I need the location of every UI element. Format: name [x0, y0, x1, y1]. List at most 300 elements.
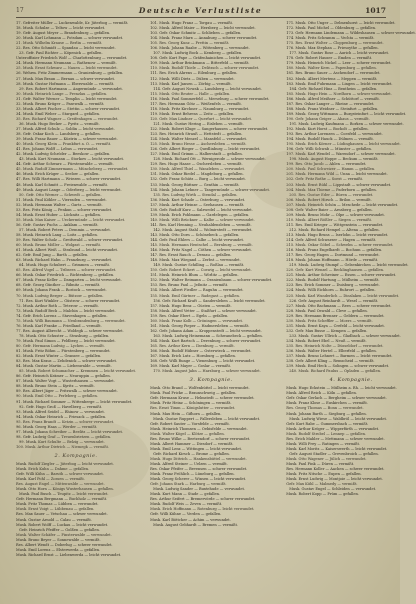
list-entry: 151. Musk. Heinrich Blum — Wörlitz — gefallen.	[150, 273, 239, 278]
list-entry: 158. Musk. Alfred Vetter — Staßfurt — schwer verwundet.	[150, 308, 257, 313]
list-entry: 66. Musk. Oskar Friedrich — Richtenberg — gefallen.	[16, 273, 115, 278]
list-entry: Musk. Emil Lorenz — Elsterwerda — gefallen.	[16, 547, 101, 552]
list-entry: 182. Musk. Albert Mertens — Meppen — vermißt.	[286, 76, 378, 81]
list-entry: Gefr. Willi Kühne — Verden — gefallen.	[150, 512, 222, 517]
list-entry: 68. Gefr. Georg Günther — Ribnitz — vermißt.	[16, 283, 101, 288]
list-entry: 88. Musk. Bruno Stein — Kyritz — vermißt.	[16, 384, 95, 389]
list-entry: Musk. Robert Kopp — Prüm — gefallen.	[286, 492, 359, 497]
list-entry: 62. Gefr. Emil Jung — Barth — gefallen.	[16, 253, 89, 258]
list-entry: 17. Gefreiter Müller — Luckenwalde, Kr. Jüterbog — vermißt.	[16, 21, 129, 25]
list-entry: Musk. Erich Hoffmann — Rotenburg — leicht verwundet.	[150, 507, 255, 512]
list-entry: Musk. Walter Schäfer — Finsterwalde — verwundet.	[16, 532, 112, 537]
list-entry: 198. Musk. August Hoppe — Beckum — vermißt.	[289, 157, 379, 162]
list-entry: 167. Musk. Erich Lutz — Hornburg — gefallen.	[150, 354, 237, 359]
list-entry: 111. Res. Erich Ahrens — Eilenburg — gefallen.	[150, 71, 238, 76]
list-entry: 125. Musk. Bruno Hesse — Aschersleben — vermißt.	[150, 142, 247, 147]
list-entry: 46. Musk. Erich Krüger — Seelow — gefallen.	[16, 172, 100, 177]
list-entry: 108. Gefr. Kurt Pape — Gräfenhainichen — leicht verwundet.	[150, 56, 262, 61]
list-entry: 24. Musk. Hermann Neumann — Rathenow — vermißt.	[16, 61, 117, 66]
entry-list	[150, 386, 272, 527]
list-entry: 116. Musk. Paul Sommerfeld — Merseburg — schwer verwundet.	[150, 96, 270, 101]
list-entry: 172. Musk. Paul Michel — Oldenburg — gefallen.	[286, 26, 377, 31]
list-entry: 155. Musk. Emil Gärtner — Radegast — gefallen.	[150, 293, 240, 298]
list-entry: 28. Musk. Gustav Hofmann — Eberswalde — vermißt.	[16, 81, 115, 86]
list-entry: 119. Musk. Ernst Behrens — Zeitz — gefallen.	[150, 111, 235, 116]
list-entry: 29. Res. Robert Hartmann — Angermünde — verwundet.	[19, 86, 123, 91]
list-entry: 112. Musk. Willi Dietz — Düben — verwundet.	[150, 76, 235, 81]
list-entry: 100. Musk. Arthur Dietrich — Niemegk — vermißt.	[16, 444, 110, 449]
entry-list	[16, 21, 136, 450]
list-entry: Musk. Otto Wagener — Jülich — verwundet.	[286, 456, 367, 461]
list-entry: Musk. Paul Fink — Düren — vermißt.	[286, 461, 355, 466]
list-entry: 207. Musk. Heinrich Schön — Meschede — leicht verwundet.	[286, 202, 399, 207]
list-entry: 49. Musk. August Lange — Oderberg — leicht verwundet.	[16, 187, 122, 192]
list-entry: Musk. Otto Horn — Königs Wusterhausen — gefallen.	[16, 487, 114, 492]
list-entry: 206. Musk. Robert Hirsch — Brilon — vermißt.	[286, 197, 372, 202]
list-entry: 137. Musk. Arthur Heinze — Seehausen — vermißt.	[150, 202, 245, 207]
list-entry: Musk. Heinrich Thomsen — Oebisfelde — verwundet.	[150, 426, 248, 431]
list-entry: 127. Musk. Emil Grimm — Halberstadt — gefallen.	[150, 152, 243, 157]
list-entry: Gefr. Robert Sauter — Vorsfelde — vermißt.	[150, 421, 231, 426]
list-entry: Musk. Erich Kuhn — Dahme — gefallen.	[16, 467, 90, 472]
list-entry: 163. Musk. Ludwig Heinemann — Schwanebeck — gefallen.	[153, 333, 263, 338]
list-entry: 124. Musk. Walter Menzel — Mansfeld — verwundet.	[150, 137, 248, 142]
list-entry: 237. Musk. Bruno Lehnert — Barmen — leicht verwundet.	[286, 354, 393, 359]
list-entry: 174. Musk. Fritz Schramm — Vechta — vermißt.	[286, 36, 375, 41]
list-entry: 200. Musk. Paul Schweizer — Hamm — gefallen.	[286, 167, 376, 172]
list-entry: 53. Res. Fritz König — Penkun — schwer verwundet.	[16, 207, 113, 212]
list-entry: Musk. Gustav Arnold — Calau — vermißt.	[16, 517, 93, 522]
list-entry: 216. Musk. Franz Engelhardt — Bochum — gefallen.	[286, 248, 383, 253]
list-entry: Gefr. Heinrich Pfeiffer — Golßen — gefallen.	[19, 527, 100, 532]
list-entry: Musk. Fritz Thomas — Lübben — verwundet.	[16, 502, 99, 507]
list-entry: 129. Res. Hugo Haase — Oschersleben — vermißt.	[150, 162, 243, 167]
list-entry: 72. Musk. Arthur Roth — Teterow — vermißt.	[16, 303, 99, 308]
list-entry: 32. Musk. Bruno Krüger — Pasewalk — vermißt.	[16, 101, 105, 106]
list-entry: 98. Gefr. Ludwig Graf — Treuenbrietzen — gefallen.	[16, 434, 112, 439]
list-entry: 219. Musk. Ludwig Stumpf — Gelsenkirchen — leicht verwundet.	[289, 263, 409, 268]
list-entry: 191. Musk. Ludwig Kaufmann — Borken — schwer verwundet.	[289, 121, 404, 126]
page-header	[16, 4, 386, 16]
list-entry: 196. Gefr. Willi Schwab — Münster — gefallen.	[286, 147, 372, 152]
list-entry: 192. Musk. Kurt Horst — Bocholt — gefallen.	[286, 126, 369, 131]
list-entry: 145. Musk. Hermann Hentschel — Bernburg — vermißt.	[150, 243, 253, 248]
section-heading: 3. Kompagnie.	[189, 377, 233, 384]
list-entry: 223. Res. Erich Sommer — Duisburg — verwundet.	[286, 283, 380, 288]
list-entry: 27. Musk. Max Braun — Bernau — schwer verwundet.	[16, 76, 116, 81]
list-entry: 189. Musk. Georg Wittmann — Burgsteinfurt — leicht verwundet.	[286, 111, 407, 116]
list-entry: 165. Res. Arthur Kern — Ilsenburg — vermißt.	[150, 344, 235, 348]
list-entry: 82. Musk. Ernst Winter — Gransee — gefallen.	[16, 354, 102, 359]
list-entry: Musk. Georg Scherer — Winsen — leicht verwundet.	[150, 477, 247, 482]
list-entry: 142. Musk. August Stahl — Wolmirstedt — verwundet.	[153, 227, 253, 232]
list-entry: 131. Musk. Oskar Riedel — Magdeburg — gefallen.	[150, 172, 244, 177]
entry-list	[16, 462, 136, 558]
header-rule	[16, 17, 386, 18]
list-entry: 218. Musk. Johann Hoffmann — Hörde — vermißt.	[286, 258, 379, 263]
list-entry: Musk. Paul Busch — Teupitz — leicht verwundet.	[19, 492, 109, 497]
list-entry: 85. Musk. Robert Schumacher — Kremmen — leicht verwundet.	[19, 369, 137, 374]
list-entry: 118. Musk. Fritz Kirchner — Naumburg — verwundet.	[150, 106, 250, 111]
list-entry: 23. Gefr. Paul Richter — Köpenick — gefallen.	[19, 51, 103, 56]
list-entry: 184. Gefr. Richard Hinz — Bentheim — gefallen.	[289, 86, 378, 91]
list-entry: 65. Res. Alfred Vogel — Tribsees — schwer verwundet.	[16, 268, 117, 273]
list-entry: Musk. Bruno Beyer — Sonnewalde — vermißt.	[16, 537, 101, 542]
list-entry: 177. Musk. Gustav Rose — Aurich — leicht verwundet.	[289, 51, 390, 56]
list-entry: Gefr. Kurt Rabe — Gummersbach — vermißt.	[286, 421, 369, 426]
list-entry: 143. Musk. Otto Dorn — Schönebeck — gefallen.	[150, 232, 240, 237]
list-entry: 31. Gefr. Walter Werner — Templin — leicht verwundet.	[16, 96, 118, 101]
list-entry: 52. Musk. Hermann Walter — Gartz — vermißt.	[16, 202, 103, 207]
list-entry: 99. Musk. Kurt Schulte — Belzig — verwundet.	[19, 439, 105, 444]
list-entry: 84. Musk. Gustav Martin — Liebenwalde — vermißt.	[16, 364, 112, 369]
list-entry: Gefr. August Stadler — Grevenbroich — gefallen.	[289, 451, 379, 456]
list-entry: 78. Musk. Otto Schuster — Strasburg — gefallen.	[19, 333, 110, 338]
list-entry: 213. Musk. Hugo Bruns — Iserlohn — leicht verwundet.	[286, 232, 389, 237]
list-entry: 234. Musk. Robert Ebel — Neuß — vermißt.	[286, 338, 367, 343]
list-entry: 126. Gefr. Albert Rieger — Quedlinburg — leicht verwundet.	[150, 147, 261, 152]
list-entry: 70. Musk. Ludwig Berger — Bützow — gefallen.	[16, 293, 104, 298]
list-entry: 20. Musk. Karl Lehmann — Potsdam — schwer verwundet.	[16, 36, 124, 41]
column-3	[286, 21, 416, 591]
list-entry: 76. Musk. Karl Franke — Friedland — vermißt.	[16, 323, 102, 328]
list-entry: Musk. Ernst Ludwig — Montjoie — leicht verwundet.	[286, 477, 384, 482]
list-entry: 74. Gefr. Erich Lorenz — Stavenhagen — gefallen.	[16, 313, 108, 318]
list-entry: 166. Musk. Rudolf Hübner — Osterwieck — verwundet.	[150, 349, 252, 354]
list-entry: Musk. Rudolf Strobel — Lennep — gefallen.	[286, 431, 367, 436]
list-entry: Res. Ernst Timm — Königslutter — verwundet.	[150, 406, 236, 411]
list-entry: Musk. Alfred Reich — Köln — gefallen.	[286, 391, 357, 396]
list-entry: 102. Musk. Alfred Maier — Herzberg — leicht verwundet.	[150, 26, 256, 31]
list-entry: 55. Musk. Max Kaiser — Ueckermünde — leicht verwundet.	[16, 217, 126, 222]
list-entry: 80. Gefr. Hermann Ludwig — Lychen — vermißt.	[16, 344, 105, 348]
list-entry: 224. Musk. Willi Eichhorn — Ruhrort — gefallen.	[286, 288, 376, 293]
list-entry: 195. Musk. Erich Körner — Lüdinghausen — leicht verwundet.	[286, 142, 401, 147]
list-entry: 114. Gefr. August Nowak — Landsberg — leicht verwundet.	[153, 86, 262, 91]
list-entry: 61. Musk. Albert Weiß — Stralsund — leicht verwundet.	[16, 248, 119, 253]
list-entry: 228. Musk. Paul Oswald — Cleve — gefallen.	[286, 308, 368, 313]
list-entry: 160. Musk. Franz Kolb — Gröningen — verwundet.	[150, 318, 244, 323]
list-entry: 175. Res. Ernst Wolter — Cloppenburg — verwundet.	[286, 41, 384, 46]
list-entry: 105. Res. Georg Kunz — Prettin — vermißt.	[150, 41, 230, 46]
list-entry: 227. Musk. Otto Bachmann — Rees — schwer verwundet.	[286, 303, 392, 308]
list-entry: Unteroffizier Friedrich Wolf — Charlottenburg — verwundet.	[16, 56, 128, 61]
list-entry: 225. Musk. Karl Wunderlich — Dinslaken — leicht verwundet.	[286, 293, 400, 298]
list-entry: 202. Gefr. Fritz Rothe — Soest — vermißt.	[286, 177, 364, 182]
list-entry: 232. Gefr. Max Busse — Kempen — gefallen.	[286, 328, 368, 333]
list-entry: Musk. Walter Kögel — Klötze — gefallen.	[150, 431, 225, 436]
list-entry: 154. Musk. Albert Fiedler — Raguhn — verwundet.	[150, 288, 244, 293]
list-entry: Res. Bruno Wilke — Beetzendorf — schwer verwundet.	[150, 436, 251, 441]
list-entry: 56. Gefr. Gustav Fuchs — Anklam — vermißt.	[16, 222, 99, 227]
list-entry: 95. Res. Franz Brandt — Ketzin — schwer verwundet.	[16, 419, 115, 424]
list-entry: 148. Musk. Max Wiegand — Zerbst — verwundet.	[150, 258, 241, 263]
list-entry: 153. Res. Bruno Paul — Jeßnitz — vermißt.	[150, 283, 229, 288]
list-entry: 58. Musk. Heinrich Lang — Loitz — gefallen.	[16, 232, 98, 237]
list-entry: Musk. Richard Ernst — Liebenwerda — leicht verwundet.	[16, 552, 122, 557]
list-entry: 176. Musk. Max Stephan — Friesoythe — gefallen.	[286, 46, 379, 51]
list-entry: 64. Musk. Hugo Schubert — Grimmen — vermißt.	[19, 263, 111, 268]
list-entry: 183. Musk. Emil Fuhrmann — Lingen — leicht verwundet.	[286, 81, 393, 86]
section-heading: 2. Kompagnie.	[54, 452, 98, 459]
list-entry: 221. Musk. Arthur Schreiner — Essen — schwer verwundet.	[286, 273, 397, 278]
list-entry: 150. Gefr. Robert Eckert — Coswig — leicht verwundet.	[150, 268, 252, 273]
list-entry: Musk. Max Hein — Gifhorn — gefallen.	[150, 411, 222, 416]
list-entry: 59. Res. Walter Scholz — Greifswald — schwer verwundet.	[16, 238, 124, 243]
list-entry: 170. Musk. August Jahn — Harzburg — schwer verwundet.	[153, 369, 261, 374]
list-entry: 215. Musk. Oskar Göbel — Schwelm — schwer verwundet.	[286, 243, 394, 248]
list-entry: 51. Musk. Paul Köhler — Vierraden — verwundet.	[16, 197, 107, 202]
list-entry: 204. Musk. Max Thieme — Paderborn — gefallen.	[286, 187, 377, 192]
list-entry: 161. Musk. Georg Pieper — Hadmersleben — vermißt.	[150, 323, 250, 328]
columns	[16, 21, 416, 591]
list-entry: 211. Res. Emil Krieger — Wittgenstein — verwundet.	[286, 222, 384, 227]
list-entry: Musk. Rudolf Weis — Zeven — vermißt.	[150, 502, 223, 507]
list-entry: Musk. Karl Böttcher — Achim — verwundet.	[150, 517, 231, 522]
list-entry: 201. Musk. Hermann Wild — Unna — leicht verwundet.	[286, 172, 388, 177]
list-entry: 194. Musk. Rudolf Hauck — Dülmen — vermißt.	[286, 137, 374, 142]
list-entry: Gefr. Johann Stark — Harburg — vermißt.	[150, 482, 227, 487]
list-entry: 141. Res. Karl Henning — Neuhaldensleben — vermißt.	[150, 222, 252, 227]
list-entry: 73. Musk. Rudolf Beck — Malchin — leicht verwundet.	[16, 308, 116, 313]
list-entry: 81. Musk. Fritz Böhm — Fürstenberg — verwundet.	[16, 349, 111, 354]
list-entry: Musk. Hugo Eckstein — Mülheim a. Rh. — leicht verwundet.	[286, 386, 397, 391]
section-heading: 4. Kompagnie.	[329, 377, 373, 384]
list-entry: 19. Gefr. August Meyer — Brandenburg — gefallen.	[16, 31, 111, 36]
list-entry: Gefr. Hermann Kruse — Helmstedt — schwer verwundet.	[150, 396, 255, 401]
list-entry: Musk. August Gebhardt — Bremen — vermißt.	[153, 522, 239, 527]
list-entry: 94. Musk. Oskar Heinrich — Friesack — gefallen.	[16, 414, 107, 419]
list-entry: 50. Gefr. Otto Werner — Schwedt — gefallen.	[19, 192, 102, 197]
list-entry: 178. Gefr. Robert Hauser — Emden — vermißt.	[286, 56, 373, 61]
list-entry: 128. Musk. Richard Ott — Wernigerode — schwer verwundet.	[153, 157, 266, 162]
list-entry: 36. Musk. Hugo Becker — Pyritz — vermißt.	[19, 121, 100, 126]
list-entry: 214. Gefr. Alfred Schwarzer — Hagen — vermißt.	[286, 238, 377, 243]
list-entry: 86. Gefr. Heinrich Krämer — Neuruppin — gefallen.	[16, 374, 111, 379]
list-entry: Musk. Franz Fröhlich — Lüneburg — gefallen.	[150, 472, 235, 477]
list-entry: 106. Musk. Johann Raabe — Wittenberg — verwundet.	[150, 46, 250, 51]
list-entry: 236. Musk. Walter Hertel — Elberfeld — gefallen.	[286, 349, 377, 354]
list-entry: 130. Musk. Alfred Thiel — Wanzleben — verwundet.	[150, 167, 246, 172]
list-entry: 222. Musk. Rudolf Hartung — Mülheim — vermißt.	[286, 278, 380, 283]
list-entry: 171. Musk. Otto Unger — Delmenhorst — leicht verwundet.	[286, 21, 396, 25]
list-entry: 21. Musk. Wilhelm Krause — Berlin — vermißt.	[16, 41, 103, 46]
list-entry: 71. Res. Kurt Winkler — Güstrow — schwer verwundet.	[19, 298, 121, 303]
list-entry: Musk. Ludwig Wiese — Waldbröl — leicht verwundet.	[289, 416, 388, 421]
list-entry: 233. Musk. Gustav Ullrich — Gladbach — schwer verwundet.	[289, 333, 401, 338]
list-entry: 144. Gefr. Paul Ehlers — Calbe — leicht verwundet.	[150, 238, 245, 243]
list-entry: 41. Res. Johann Wolff — Lebus — verwundet.	[16, 147, 99, 152]
list-entry: 89. Res. Albert Jäger — Pritzwalk — schwer verwundet.	[16, 389, 118, 394]
list-entry: 39. Musk. Franz Bauer — Küstrin — schwer verwundet.	[16, 137, 118, 142]
list-entry: Res. August Engel — Mittenwalde — verwundet.	[16, 482, 105, 487]
list-entry: 197. Musk. Karl Wendel — Warendorf — schwer verwundet.	[286, 152, 396, 157]
list-entry: Gefr. Oskar Gerlach — Bergheim — schwer verwundet.	[286, 396, 387, 401]
list-entry: 181. Res. Bruno Sauer — Aschendorf — verwundet.	[286, 71, 381, 76]
column-2	[150, 21, 272, 591]
column-1	[16, 21, 136, 591]
list-entry: 45. Musk. Rudolf Zimmermann — Müncheberg — verwundet.	[16, 167, 129, 172]
list-entry: 121. Musk. Gustav Hering — Eisleben — vermißt.	[153, 121, 244, 126]
list-entry: 22. Res. Otto Schmidt — Spandau — leicht verwundet.	[16, 46, 116, 51]
list-entry: 83. Res. Max Kraus — Zehdenick — schwer verwundet.	[16, 359, 118, 364]
list-entry: 30. Musk. Heinrich Lange — Prenzlau — gefallen.	[16, 91, 108, 96]
list-entry: 168. Gefr. Willi Runge — Vienenburg — leicht verwundet.	[150, 359, 256, 364]
list-entry: 92. Gefr. Hugo Groß — Havelberg — vermißt.	[19, 404, 103, 409]
list-entry: 134. Musk. Johann Lehner — Tangermünde — schwer verwundet.	[150, 187, 271, 192]
list-entry: 60. Musk. Bruno Möller — Wolgast — vermißt.	[16, 243, 102, 248]
list-entry: 217. Res. Georg Hagen — Dortmund — verwundet.	[286, 253, 380, 258]
list-entry: 180. Musk. Walter Kern — Papenburg — gefallen.	[286, 66, 377, 71]
list-entry: 149. Musk. Gustav Schilling — Roßlau — vermißt.	[153, 263, 245, 268]
list-entry: 133. Musk. Georg Büttner — Genthin — vermißt.	[150, 182, 240, 187]
list-entry: Musk. Rudolf Ziegler — Jüterbog — leicht verwundet.	[16, 461, 114, 466]
list-entry: Musk. Franz Klose — Euskirchen — vermißt.	[286, 401, 368, 406]
list-entry: Musk. Ludwig Sander — Buxtehude — verwundet.	[153, 487, 246, 492]
list-entry: Musk. Karl Pohl — Zossen — vermißt.	[16, 477, 86, 482]
list-entry: 220. Gefr. Kurt Wenzel — Recklinghausen — gefallen.	[286, 268, 385, 273]
list-entry: 103. Gefr. Oskar Schmitz — Schlieben — gefallen.	[150, 31, 242, 36]
entry-list	[286, 386, 416, 497]
list-entry: 210. Musk. Albert Rößler — Siegen — vermißt.	[286, 217, 373, 222]
list-entry: Musk. Karl Moritz — Kaiserswerth — leicht verwundet.	[286, 446, 388, 451]
list-entry: 226. Gefr. August Reinhardt — Wesel — vermißt.	[289, 298, 379, 303]
list-entry: 115. Musk. Otto Reuter — Halle — gefallen.	[150, 91, 231, 96]
list-entry: Res. Hermann Koller — Aachen — schwer verwundet.	[286, 467, 385, 472]
list-entry: 37. Musk. Alfred Schulz — Soldin — leicht verwundet.	[16, 126, 115, 131]
list-entry: Musk. Gustav Engel — Schleiden — verwundet.	[289, 487, 377, 492]
list-entry: 230. Musk. Fritz Scheffler — Moers — vermißt.	[286, 318, 373, 323]
list-entry: 26. Wehrm. Fritz Zimmermann — Oranienburg — gefallen.	[16, 71, 124, 76]
list-entry: 188. Musk. Franz Weidner — Steinfurt — gefallen.	[286, 106, 379, 111]
list-entry: 235. Res. Heinrich Nolte — Düsseldorf — verwundet.	[286, 344, 384, 348]
list-entry: 185. Musk. Hugo Hein — Nordhorn — schwer verwundet.	[286, 91, 392, 96]
list-entry: 69. Musk. Johann Frank — Rostock — verwundet.	[16, 288, 107, 293]
list-entry: 110. Musk. Rudolf Thiele — Delitzsch — schwer verwundet.	[150, 66, 260, 71]
entry-list	[150, 21, 272, 374]
corner-mark: 17	[16, 6, 24, 14]
list-entry: 33. Musk. Albert Fischer — Stettin — schwer verwundet.	[16, 106, 121, 111]
list-entry: 18. Musk. Schulze — Teltow — leicht verwundet.	[16, 26, 106, 31]
list-entry: 140. Musk. Willi Brückner — Kalbe — schwer verwundet.	[150, 217, 255, 222]
list-entry: 164. Musk. Kurt Bartsch — Derenburg — schwer verwundet.	[150, 338, 262, 343]
list-entry: Gefr. Hermann Bergmann — Buchholz — vermißt.	[16, 497, 108, 502]
list-entry: Musk. Alfred Steiner — Uelzen — vermißt.	[150, 461, 228, 466]
list-entry: 40. Musk. Georg Klein — Frankfurt a. O. — vermißt.	[16, 142, 112, 147]
list-entry: Musk. Paul Fricke — Braunschweig — gefallen.	[150, 391, 237, 396]
list-entry: 122. Musk. Robert Kluge — Sangerhausen — schwer verwundet.	[150, 126, 269, 131]
list-entry: Res. Arthur Seifert — Bremervörde — schwer verwundet.	[150, 497, 256, 502]
list-entry: Musk. Johann Barth — Siegburg — gefallen.	[286, 411, 367, 416]
list-entry: Musk. Kurt Mann — Stade — gefallen.	[150, 492, 221, 497]
list-entry: 139. Musk. Erich Pohlmann — Gardelegen — gefallen.	[150, 212, 250, 217]
list-entry: 79. Musk. Paul Simon — Feldberg — leicht verwundet.	[16, 338, 116, 343]
list-entry: 97. Musk. Johann Schreiber — Beelitz — leicht verwundet.	[16, 429, 124, 434]
list-entry: 162. Gefr. Johann Adam — Kroppenstedt — leicht verwundet.	[150, 328, 262, 333]
list-entry: 187. Res. Oskar Langer — Rheine — verwundet.	[286, 101, 375, 106]
list-entry: 109. Musk. Arthur Brinkmann — Bitterfeld — vermißt.	[150, 61, 250, 66]
list-entry: 107. Musk. Ludwig Bock — Kemberg — gefallen.	[153, 51, 243, 56]
page-number: 1017	[365, 5, 386, 15]
list-entry: 104. Musk. Franz Marx — Annaburg — schwer verwundet.	[150, 36, 258, 41]
list-entry: Res. Max Sauer — Vetschau — schwer verwundet.	[16, 512, 108, 517]
list-entry: 35. Res. Richard Wagner — Greifenhagen — verwundet.	[16, 116, 119, 121]
list-entry: Res. Erich Mahler — Mettmann — schwer verwundet.	[286, 436, 385, 441]
list-entry: 156. Gefr. Richard Kraft — Sandersleben — leicht verwundet.	[153, 298, 266, 303]
list-entry: Musk. Fritz Nitsche — Eupen — gefallen.	[286, 472, 362, 477]
list-entry: 209. Musk. Bruno Mohr — Olpe — schwer verwundet.	[286, 212, 385, 217]
list-entry: 67. Musk. Franz Keller — Damgarten — leicht verwundet.	[16, 278, 122, 283]
list-entry: Res. Oskar Pfeifer — Bevensen — schwer verwundet.	[150, 467, 248, 472]
list-entry: 157. Musk. Hugo Benz — Güsten — vermißt.	[150, 303, 232, 308]
list-entry: 25. Musk. Ernst Schwarz — Nauen — leicht verwundet.	[16, 66, 118, 71]
list-entry: Musk. Hugo Dittrich — Hankensbüttel — verwundet.	[150, 456, 247, 461]
list-entry: Musk. Gustav Ruppert — Fallersleben — leicht verwundet.	[153, 416, 261, 421]
list-entry: Musk. Arthur Kröger — Wipperfürth — verwundet.	[286, 426, 380, 431]
list-entry: 75. Musk. Willi Baumann — Neubrandenburg — verwundet.	[16, 318, 126, 323]
list-entry: 135. Res. Ludwig Wirth — Stendal — gefallen.	[153, 192, 238, 197]
list-entry: 93. Musk. Alfred Seidel — Rhinow — verwundet.	[16, 409, 105, 414]
list-entry: 193. Res. Arthur Lorenzen — Coesfeld — verwundet.	[286, 132, 383, 137]
list-entry: 77. Res. August Albrecht — Woldegk — schwer verwundet.	[16, 328, 124, 333]
list-entry: 136. Musk. Kurt Schade — Osterburg — verwundet.	[150, 197, 246, 202]
list-entry: 238. Gefr. Albert Kling — Remscheid — vermißt.	[286, 359, 375, 364]
list-entry: 231. Musk. Ernst Kaya — Crefeld — leicht verwundet.	[286, 323, 385, 328]
list-entry: 152. Musk. Walter Reimann — Oranienbaum — schwer verwundet.	[150, 278, 273, 283]
list-entry: 90. Musk. Emil Otto — Perleberg — gefallen.	[16, 394, 98, 399]
list-entry: 138. Gefr. Rudolf Kurz — Salzwedel — leicht verwundet.	[150, 207, 253, 212]
list-entry: 186. Musk. Alfred Meißner — Schüttorf — vermißt.	[286, 96, 380, 101]
list-entry: 48. Musk. Karl Schmitt — Freienwalde — vermißt.	[16, 182, 109, 187]
list-entry: Res. Georg Thomas — Bonn — verwundet.	[286, 406, 364, 411]
page-title: Deutsche Verlustliste	[138, 5, 263, 15]
list-entry: 113. Musk. Karl Jansen — Zörbig — vermißt.	[150, 81, 232, 86]
list-entry: 54. Musk. Ernst Huber — Löcknitz — gefallen.	[16, 212, 101, 217]
list-entry: 173. Gefr. Hermann Lindemann — Wildeshausen — schwer verwundet.	[286, 31, 416, 36]
list-entry: 44. Gefr. Arthur Schwarz — Fürstenwalde — vermißt.	[16, 162, 114, 167]
list-entry: 101. Musk. Hugo Franz — Torgau — vermißt.	[150, 21, 234, 25]
list-entry: Musk. Albert Hammer — Diesdorf — vermißt.	[150, 441, 234, 446]
list-entry: 120. Gefr. Max Lindner — Querfurt — leicht verwundet.	[150, 116, 253, 121]
list-entry: 43. Musk. Kurt Neumann — Storkow — leicht verwundet.	[19, 157, 125, 162]
list-entry: 146. Musk. Fritz Nagel — Cöthen — schwer verwundet.	[150, 248, 252, 253]
list-entry: 42. Musk. Ludwig Schröder — Beeskow — gefallen.	[16, 152, 111, 157]
list-entry: Musk. Ernst Voigt — Lübbenau — gefallen.	[16, 507, 95, 512]
list-entry: 212. Musk. Richard Hempel — Altena — gefallen.	[289, 227, 380, 232]
list-entry: Musk. Otto Brand — Wolfenbüttel — leicht verwundet.	[150, 386, 250, 391]
list-entry: 199. Res. Otto Jacob — Ahlen — verwundet.	[286, 162, 367, 167]
list-entry: Musk. Robert Wolff — Luckau — leicht verwundet.	[16, 522, 109, 527]
list-entry: 87. Musk. Walter Vogt — Wusterhausen — verwundet.	[16, 379, 115, 384]
list-entry: Gefr. Willi Kühn — Baruth — schwer verwundet.	[16, 472, 105, 477]
list-entry: 38. Gefr. Oskar Koch — Landsberg — gefallen.	[16, 132, 101, 137]
list-entry: 34. Musk. Emil Weber — Stargard — gefallen.	[16, 111, 101, 116]
list-entry: Gefr. Max Kühl — Malmedy — vermißt.	[286, 482, 358, 487]
list-entry: 179. Musk. Heinrich Nickel — Leer — schwer verwundet.	[286, 61, 392, 66]
list-entry: 63. Musk. Richard Hahn — Franzburg — verwundet.	[16, 258, 113, 263]
list-entry: 239. Musk. Emil Heck — Solingen — schwer verwundet.	[286, 364, 390, 369]
list-entry: 132. Gefr. Franz Schütz — Burg — leicht verwundet.	[150, 177, 246, 182]
list-entry: 208. Gefr. Walter Baier — Arnsberg — gefallen.	[286, 207, 373, 212]
entry-list	[286, 21, 416, 374]
list-entry: 123. Res. Heinrich Strauß — Hettstedt — gefallen.	[150, 132, 243, 137]
list-entry: 205. Res. Gustav Eder — Büren — verwundet.	[289, 192, 374, 197]
list-entry: 169. Musk. Karl Mayer — Goslar — vermißt.	[150, 364, 232, 369]
list-entry: 240. Musk. Richard Paulus — Opladen — gefallen.	[289, 369, 382, 374]
list-entry: Musk. Willi Frey — Ratingen — vermißt.	[286, 441, 361, 446]
list-entry: Res. Albert Wendt — Doberlug — schwer verwundet.	[16, 542, 113, 547]
list-entry: 47. Res. Willi Hartmann — Wriezen — schwer verwundet.	[16, 177, 122, 182]
